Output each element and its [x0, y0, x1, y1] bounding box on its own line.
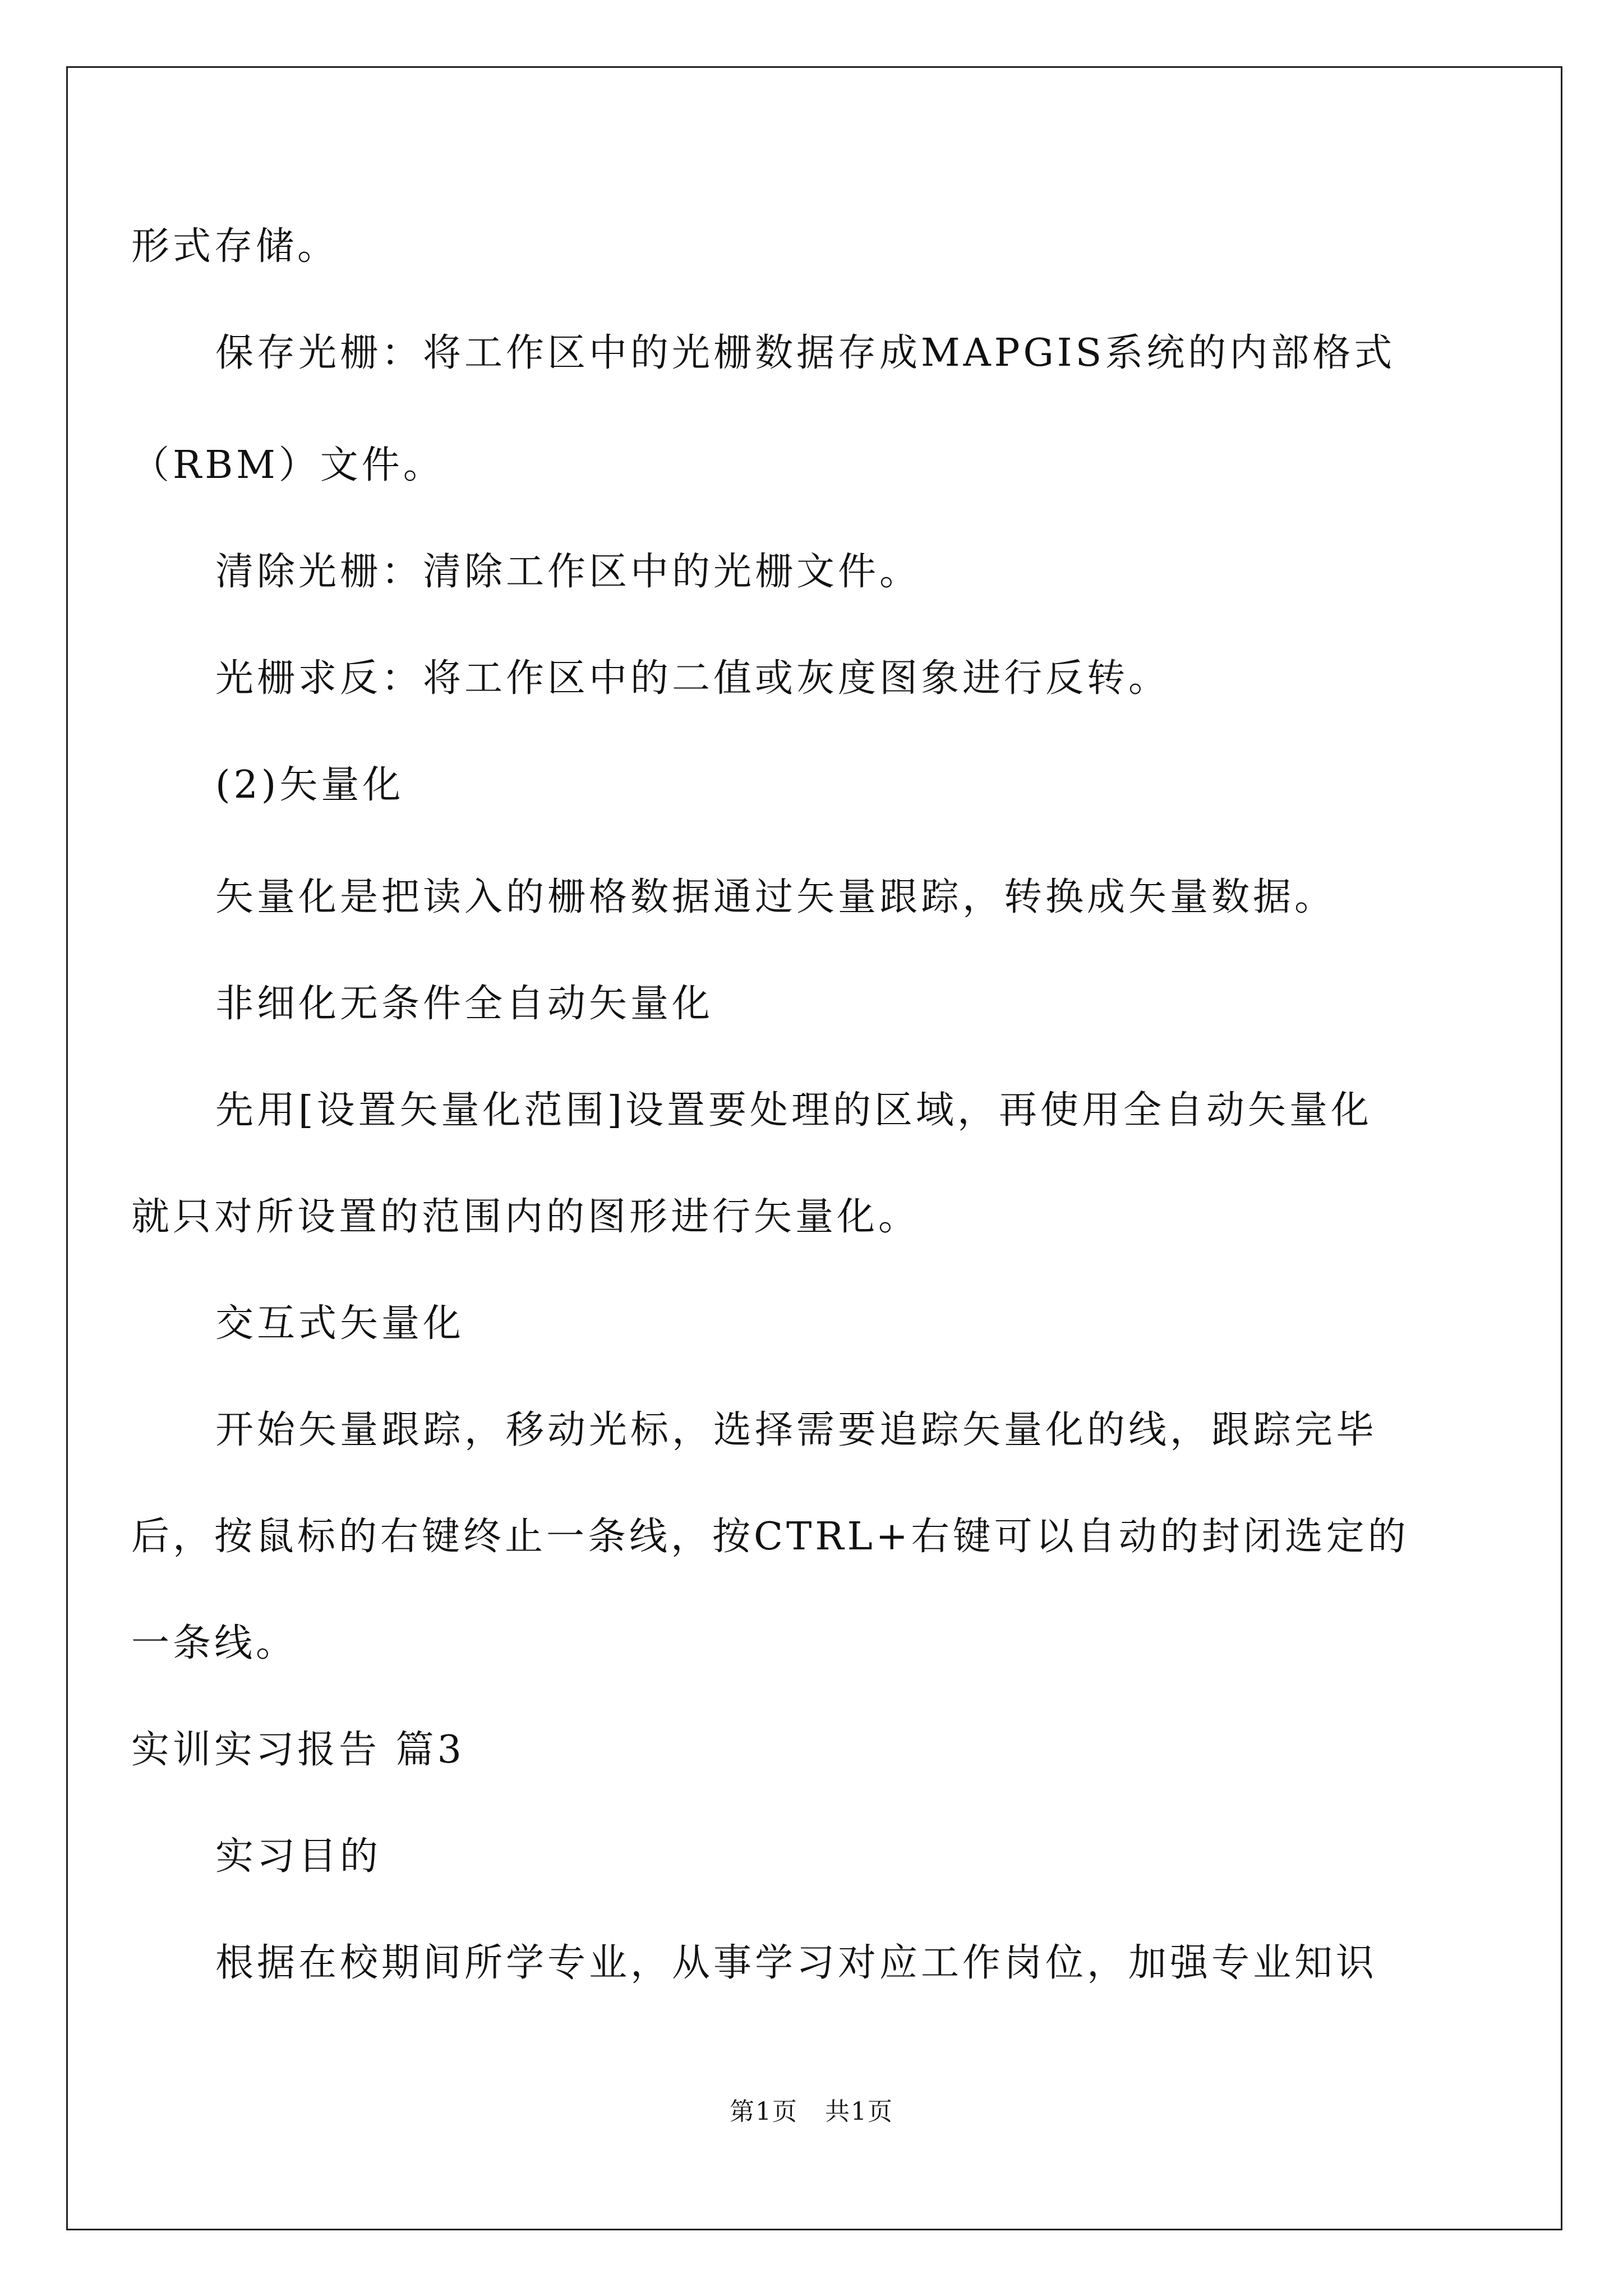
text-line: 后，按鼠标的右键终止一条线，按CTRL+右键可以自动的封闭选定的	[131, 1515, 1409, 1559]
text-line: 形式存储。	[131, 224, 339, 269]
text-line: 清除光栅：清除工作区中的光栅文件。	[215, 550, 921, 594]
page-border	[66, 66, 1562, 2230]
subheading: 交互式矢量化	[215, 1301, 465, 1346]
text-line: 光栅求反：将工作区中的二值或灰度图象进行反转。	[215, 656, 1170, 701]
section-heading: (2)矢量化	[215, 763, 404, 807]
text-line: 开始矢量跟踪，移动光标，选择需要追踪矢量化的线，跟踪完毕	[215, 1408, 1378, 1452]
text-line: 保存光栅：将工作区中的光栅数据存成MAPGIS系统的内部格式	[215, 331, 1396, 375]
subheading: 实习目的	[215, 1834, 382, 1879]
text-line: 一条线。	[131, 1621, 298, 1665]
text-line: 根据在校期间所学专业，从事学习对应工作岗位，加强专业知识	[215, 1941, 1378, 1985]
page-number-footer: 第1页 共1页	[730, 2097, 893, 2126]
text-line: 就只对所设置的范围内的图形进行矢量化。	[131, 1195, 920, 1239]
text-line: 矢量化是把读入的栅格数据通过矢量跟踪，转换成矢量数据。	[215, 875, 1336, 919]
subheading: 非细化无条件全自动矢量化	[215, 982, 714, 1026]
text-line: （RBM）文件。	[131, 443, 445, 487]
text-line: 先用[设置矢量化范围]设置要处理的区域，再使用全自动矢量化	[215, 1088, 1373, 1133]
article-heading: 实训实习报告 篇3	[131, 1728, 465, 1772]
